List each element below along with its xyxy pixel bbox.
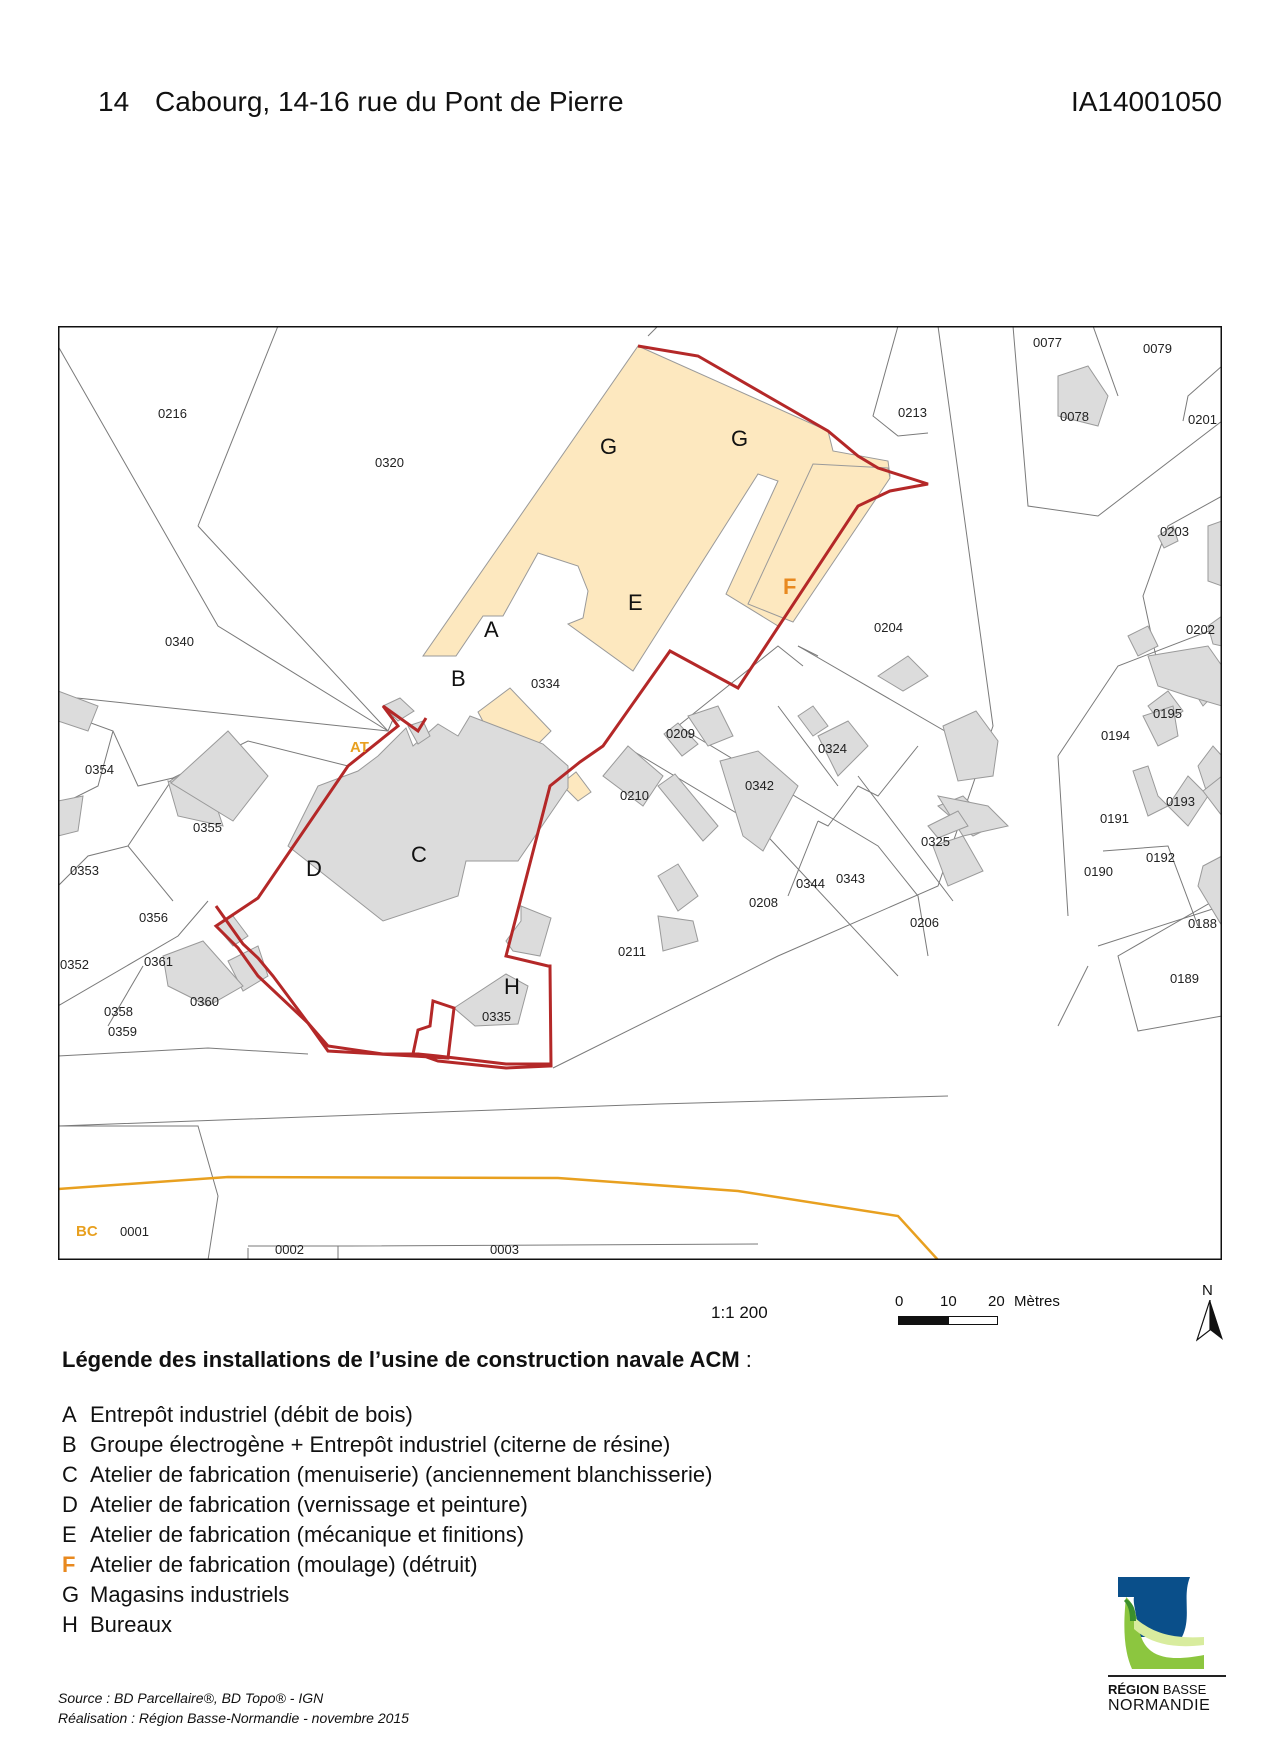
parcel-0355: 0355 xyxy=(193,820,222,835)
parcel-0079: 0079 xyxy=(1143,341,1172,356)
parcel-0358: 0358 xyxy=(104,1004,133,1019)
legend-text: Groupe électrogène + Entrepôt industriel (citerne de résine) xyxy=(90,1432,671,1457)
legend-list xyxy=(62,1400,712,1640)
building-label-e: E xyxy=(628,590,643,615)
legend-letter: A xyxy=(62,1402,77,1427)
parcel-0360: 0360 xyxy=(190,994,219,1009)
parcel-0210: 0210 xyxy=(620,788,649,803)
parcel-0208: 0208 xyxy=(749,895,778,910)
parcel-0202: 0202 xyxy=(1186,622,1215,637)
north-arrow-icon xyxy=(1196,1300,1224,1342)
zone-label-at: AT xyxy=(350,739,369,756)
logo-text-line2: NORMANDIE xyxy=(1108,1697,1211,1714)
legend-letter: G xyxy=(62,1582,80,1607)
parcel-0192: 0192 xyxy=(1146,850,1175,865)
parcel-0343: 0343 xyxy=(836,871,865,886)
parcel-0342: 0342 xyxy=(745,778,774,793)
parcel-0334: 0334 xyxy=(531,676,560,691)
legend-letter: F xyxy=(62,1552,76,1577)
scale-unit: Mètres xyxy=(1014,1293,1060,1310)
legend-item xyxy=(62,1580,712,1610)
scale-bar-black xyxy=(898,1316,950,1325)
building-label-h: H xyxy=(504,974,520,999)
legend-text: Bureaux xyxy=(90,1612,172,1637)
legend-title-text: Légende des installations de l’usine de construction navale ACM xyxy=(62,1347,740,1372)
parcel-0361: 0361 xyxy=(144,954,173,969)
parcel-0190: 0190 xyxy=(1084,864,1113,879)
building-label-c: C xyxy=(411,842,427,867)
parcel-0340: 0340 xyxy=(165,634,194,649)
parcel-0193: 0193 xyxy=(1166,794,1195,809)
legend-item xyxy=(62,1430,712,1460)
legend-letter: B xyxy=(62,1432,77,1457)
scale-tick-20: 20 xyxy=(988,1293,1005,1310)
legend-item xyxy=(62,1520,712,1550)
parcel-0077: 0077 xyxy=(1033,335,1062,350)
parcel-0335: 0335 xyxy=(482,1009,511,1024)
legend-text: Entrepôt industriel (débit de bois) xyxy=(90,1402,413,1427)
credit-line: Réalisation : Région Basse-Normandie - novembre 2015 xyxy=(58,1710,409,1726)
logo-region-word: RÉGION xyxy=(1108,1682,1160,1697)
logo-text-line1 xyxy=(1108,1682,1206,1697)
parcel-0188: 0188 xyxy=(1188,916,1217,931)
scale-tick-10: 10 xyxy=(940,1293,957,1310)
parcel-0204: 0204 xyxy=(874,620,903,635)
parcel-0353: 0353 xyxy=(70,863,99,878)
region-logo-icon xyxy=(1112,1577,1204,1669)
parcel-0002: 0002 xyxy=(275,1242,304,1257)
source-line: Source : BD Parcellaire®, BD Topo® - IGN xyxy=(58,1690,324,1706)
legend-letter: D xyxy=(62,1492,78,1517)
legend-letter: C xyxy=(62,1462,78,1487)
parcel-0320: 0320 xyxy=(375,455,404,470)
parcel-0203: 0203 xyxy=(1160,524,1189,539)
parcel-0194: 0194 xyxy=(1101,728,1130,743)
parcel-0201: 0201 xyxy=(1188,412,1217,427)
parcel-0191: 0191 xyxy=(1100,811,1129,826)
parcel-0359: 0359 xyxy=(108,1024,137,1039)
scale-ratio: 1:1 200 xyxy=(711,1303,768,1322)
page-title: Cabourg, 14-16 rue du Pont de Pierre xyxy=(155,86,624,117)
building-label-b: B xyxy=(451,666,466,691)
building-label-g1: G xyxy=(600,434,618,459)
parcel-0324: 0324 xyxy=(818,741,847,756)
legend-item xyxy=(62,1460,712,1490)
parcel-0209: 0209 xyxy=(666,726,695,741)
zone-label-bc: BC xyxy=(76,1223,98,1240)
parcel-0325: 0325 xyxy=(921,834,950,849)
building-label-g2: G xyxy=(731,426,749,451)
department-number: 14 xyxy=(98,86,130,117)
parcel-0356: 0356 xyxy=(139,910,168,925)
legend-text: Atelier de fabrication (menuiserie) (anciennement blanchisserie) xyxy=(90,1462,713,1487)
parcel-0195: 0195 xyxy=(1153,706,1182,721)
parcel-0216: 0216 xyxy=(158,406,187,421)
building-label-a: A xyxy=(484,617,499,642)
legend-text: Atelier de fabrication (moulage) (détruit) xyxy=(90,1552,478,1577)
legend-item xyxy=(62,1490,712,1520)
parcel-0211: 0211 xyxy=(618,944,646,959)
parcel-0206: 0206 xyxy=(910,915,939,930)
parcel-0003: 0003 xyxy=(490,1242,519,1257)
legend-text: Magasins industriels xyxy=(90,1582,290,1607)
logo-basse-word: BASSE xyxy=(1162,1682,1207,1697)
scale-bar-white xyxy=(948,1316,998,1325)
inventory-reference: IA14001050 xyxy=(1070,86,1222,117)
logo-divider xyxy=(1108,1675,1226,1677)
scale-tick-0: 0 xyxy=(895,1293,904,1310)
parcel-0001: 0001 xyxy=(120,1224,149,1239)
parcel-0344: 0344 xyxy=(796,876,825,891)
legend-text: Atelier de fabrication (mécanique et finitions) xyxy=(90,1522,525,1547)
building-label-f: F xyxy=(783,574,797,599)
legend-item xyxy=(62,1400,712,1430)
parcel-0078: 0078 xyxy=(1060,409,1089,424)
legend-letter: E xyxy=(62,1522,77,1547)
legend-item xyxy=(62,1550,712,1580)
building-label-d: D xyxy=(306,856,322,881)
legend-title-colon: : xyxy=(745,1347,752,1372)
parcel-0189: 0189 xyxy=(1170,971,1199,986)
legend-item xyxy=(62,1610,712,1640)
cadastral-map[interactable] xyxy=(58,326,1222,1260)
north-label: N xyxy=(1202,1282,1213,1299)
parcel-0354: 0354 xyxy=(85,762,114,777)
parcel-0352: 0352 xyxy=(60,957,89,972)
legend-letter: H xyxy=(62,1612,78,1637)
legend-text: Atelier de fabrication (vernissage et peinture) xyxy=(90,1492,528,1517)
legend-title xyxy=(62,1347,752,1373)
parcel-0213: 0213 xyxy=(898,405,927,420)
